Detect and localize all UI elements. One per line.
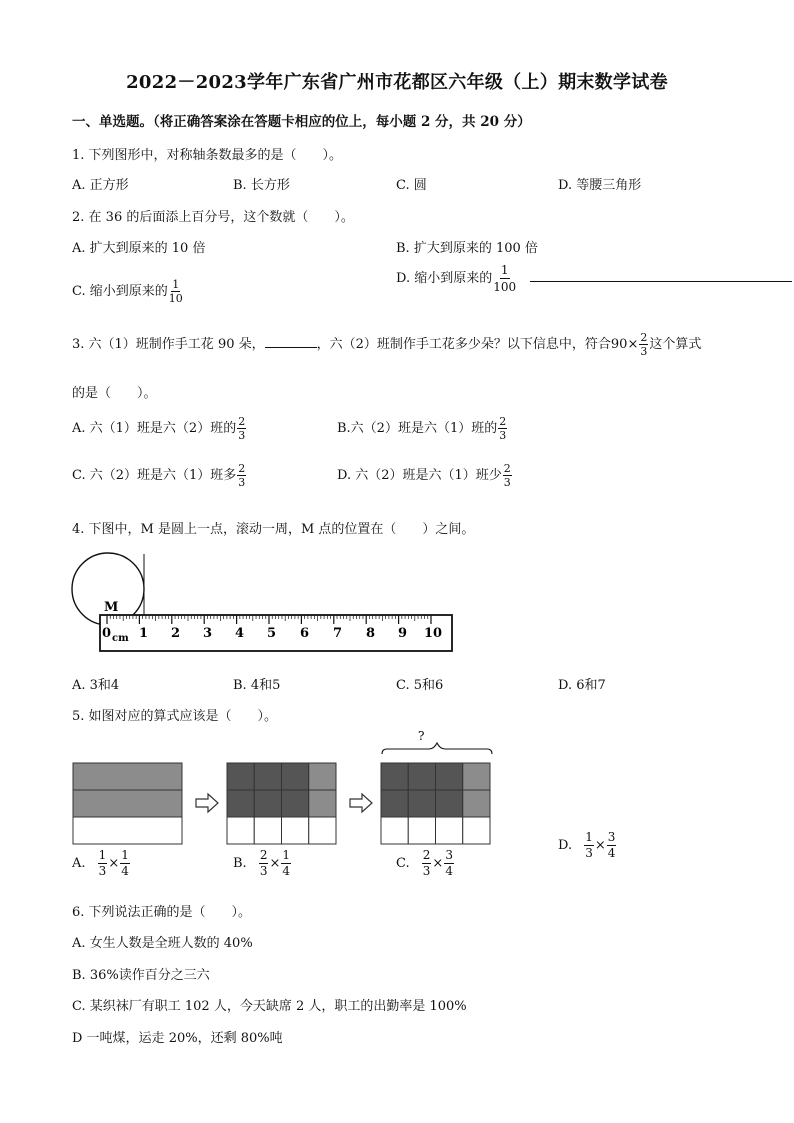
arrow-icon xyxy=(350,794,372,812)
q4-option-a: A. 3和4 xyxy=(72,678,120,693)
numerator: 2 xyxy=(238,462,246,475)
grid-cell xyxy=(282,817,309,844)
q1-option-a: A. 正方形 xyxy=(72,178,129,193)
ruler-unit: cm xyxy=(112,633,129,644)
grid-cell xyxy=(309,790,336,817)
q3-option-a xyxy=(72,415,247,442)
numerator: 2 xyxy=(238,415,246,428)
ruler-label-6: 6 xyxy=(300,626,310,641)
numerator: 2 xyxy=(640,331,648,344)
ruler-label-7: 7 xyxy=(333,626,343,641)
q2-option-a: A. 扩大到原来的 10 倍 xyxy=(72,241,206,256)
answer-line xyxy=(530,281,792,282)
denominator: 3 xyxy=(238,429,246,442)
q3-option-c xyxy=(72,462,247,489)
numerator: 1 xyxy=(500,263,509,277)
ruler-label-1: 1 xyxy=(139,626,149,641)
ruler-label-2: 2 xyxy=(171,626,181,641)
grid-cell xyxy=(408,817,435,844)
q3-blank xyxy=(265,335,317,348)
q6-stem: 6. 下列说法正确的是（ ）。 xyxy=(72,905,252,920)
numerator: 2 xyxy=(503,462,511,475)
q4-stem: 4. 下图中，M 是圆上一点，滚动一周，M 点的位置在（ ）之间。 xyxy=(72,522,475,537)
grid-cell xyxy=(436,790,463,817)
fraction xyxy=(259,848,269,879)
denominator: 4 xyxy=(282,864,291,878)
grid-cell xyxy=(309,817,336,844)
numerator: 2 xyxy=(499,415,507,428)
denominator: 4 xyxy=(121,864,129,878)
grid-cell xyxy=(227,790,254,817)
numerator: 1 xyxy=(121,848,129,862)
section-heading: 一、单选题。（将正确答案涂在答题卡相应的位上，每小题 2 分，共 20 分） xyxy=(72,114,531,130)
numerator: 1 xyxy=(98,848,107,862)
q3-option-a-text: A. 六（1）班是六（2）班的 xyxy=(72,421,237,436)
times-sign: × xyxy=(269,856,281,871)
q3-stem-line2: 的是（ ）。 xyxy=(72,386,157,401)
grid-cell xyxy=(227,763,254,790)
grid-cell xyxy=(254,790,281,817)
fraction xyxy=(120,848,130,879)
numerator: 1 xyxy=(282,848,291,862)
ruler-label-8: 8 xyxy=(366,626,376,641)
q5-stem: 5. 如图对应的算式应该是（ ）。 xyxy=(72,709,278,724)
q3-expression-fraction xyxy=(639,331,648,358)
denominator: 3 xyxy=(259,864,268,878)
q3-option-d-fraction xyxy=(503,462,512,489)
grid-cell xyxy=(463,763,490,790)
q3-stem-part1: 3. 六（1）班制作手工花 90 朵， xyxy=(72,337,265,352)
times-sign: × xyxy=(594,838,606,853)
denominator: 3 xyxy=(422,864,431,878)
fraction xyxy=(584,830,594,861)
grid-cell xyxy=(282,763,309,790)
brace-question-mark: ? xyxy=(418,729,425,743)
q2-stem: 2. 在 36 的后面添上百分号，这个数就（ ）。 xyxy=(72,210,354,225)
grid-cell xyxy=(408,790,435,817)
q1-option-d: D. 等腰三角形 xyxy=(558,178,642,193)
shaded-third xyxy=(73,763,182,790)
q2-option-b: B. 扩大到原来的 100 倍 xyxy=(396,241,538,256)
fraction xyxy=(422,848,432,879)
option-letter: D. xyxy=(558,838,573,853)
grid-cell xyxy=(463,817,490,844)
denominator: 3 xyxy=(98,864,107,878)
q3-option-b xyxy=(337,415,508,442)
denominator: 3 xyxy=(238,476,246,489)
q5-option-b xyxy=(233,848,292,879)
unshaded-third xyxy=(73,817,182,844)
grid-cell xyxy=(381,817,408,844)
figure-one-thirds xyxy=(73,763,182,844)
grid-cell xyxy=(436,817,463,844)
times-sign: × xyxy=(432,856,444,871)
ruler-label-0: 0 xyxy=(102,626,112,641)
option-letter: B. xyxy=(233,856,247,871)
q5-option-a xyxy=(72,848,131,879)
point-m-label: M xyxy=(104,600,119,615)
numerator: 2 xyxy=(259,848,268,862)
q3-option-d-text: D. 六（2）班是六（1）班少 xyxy=(337,468,502,483)
q3-option-d xyxy=(337,462,513,489)
grid-cell xyxy=(381,790,408,817)
ruler-label-3: 3 xyxy=(203,626,213,641)
q2-option-c xyxy=(72,278,184,305)
q3-option-c-text: C. 六（2）班是六（1）班多 xyxy=(72,468,237,483)
fraction xyxy=(444,848,454,879)
q2-option-d-label: D. 缩小到原来的 xyxy=(396,271,493,286)
q3-expression: 90× xyxy=(610,337,639,352)
q2-option-d-fraction xyxy=(493,262,516,295)
q1-option-b: B. 长方形 xyxy=(233,178,290,193)
fraction xyxy=(98,848,108,879)
q6-option-b: B. 36%读作百分之三六 xyxy=(72,968,210,983)
q3-option-b-text: B.六（2）班是六（1）班的 xyxy=(337,421,498,436)
grid-cell xyxy=(309,763,336,790)
denominator: 3 xyxy=(499,429,507,442)
figure-three-grid xyxy=(381,763,490,844)
grid-cell xyxy=(463,790,490,817)
numerator: 1 xyxy=(172,278,180,291)
q4-option-c: C. 5和6 xyxy=(396,678,444,693)
ruler-label-10: 10 xyxy=(424,626,443,641)
fraction-area-figure xyxy=(72,730,502,848)
grid-cell xyxy=(408,763,435,790)
page-title: 2022－2023学年广东省广州市花都区六年级（上）期末数学试卷 xyxy=(126,72,668,93)
q6-option-a: A. 女生人数是全班人数的 40% xyxy=(72,936,253,951)
brace xyxy=(382,743,492,754)
grid-cell xyxy=(282,790,309,817)
q6-option-c: C. 某织袜厂有职工 102 人，今天缺席 2 人，职工的出勤率是 100% xyxy=(72,999,467,1014)
denominator: 100 xyxy=(493,280,517,294)
denominator: 3 xyxy=(585,846,593,860)
grid-cell xyxy=(436,763,463,790)
figure-two-grid xyxy=(227,763,336,844)
ruler-label-5: 5 xyxy=(267,626,277,641)
q3-option-a-fraction xyxy=(237,415,246,442)
q3-stem-part3: 这个算式 xyxy=(649,337,702,352)
grid-cell xyxy=(227,817,254,844)
times-sign: × xyxy=(108,856,120,871)
denominator: 10 xyxy=(168,292,183,305)
denominator: 4 xyxy=(607,846,616,860)
q3-stem xyxy=(72,331,701,358)
denominator: 3 xyxy=(640,345,648,358)
grid-cell xyxy=(254,763,281,790)
fraction xyxy=(607,830,617,861)
q1-stem: 1. 下列图形中，对称轴条数最多的是（ ）。 xyxy=(72,148,343,163)
arrow-icon xyxy=(196,794,218,812)
q5-option-d xyxy=(558,830,617,861)
q5-option-c xyxy=(396,848,455,879)
ruler-label-4: 4 xyxy=(235,626,245,641)
q4-option-d: D. 6和7 xyxy=(558,678,606,693)
shaded-third xyxy=(73,790,182,817)
option-letter: A. xyxy=(72,856,86,871)
q3-option-b-fraction xyxy=(498,415,507,442)
ruler-label-9: 9 xyxy=(398,626,408,641)
q1-option-c: C. 圆 xyxy=(396,178,427,193)
circle-ruler-figure xyxy=(72,548,462,663)
q3-stem-part2: ，六（2）班制作手工花多少朵？以下信息中，符合 xyxy=(316,337,611,352)
q2-option-d xyxy=(396,262,517,295)
q2-option-c-label: C. 缩小到原来的 xyxy=(72,284,168,299)
q6-option-d: D 一吨煤，运走 20%，还剩 80%吨 xyxy=(72,1031,283,1046)
fraction xyxy=(281,848,291,879)
grid-cell xyxy=(254,817,281,844)
option-letter: C. xyxy=(396,856,410,871)
grid-cell xyxy=(381,763,408,790)
q2-option-c-fraction xyxy=(169,278,183,305)
denominator: 3 xyxy=(503,476,511,489)
numerator: 3 xyxy=(607,830,616,844)
q3-option-c-fraction xyxy=(237,462,246,489)
numerator: 2 xyxy=(422,848,431,862)
numerator: 3 xyxy=(445,848,453,862)
q4-option-b: B. 4和5 xyxy=(233,678,281,693)
denominator: 4 xyxy=(445,864,453,878)
numerator: 1 xyxy=(585,830,593,844)
